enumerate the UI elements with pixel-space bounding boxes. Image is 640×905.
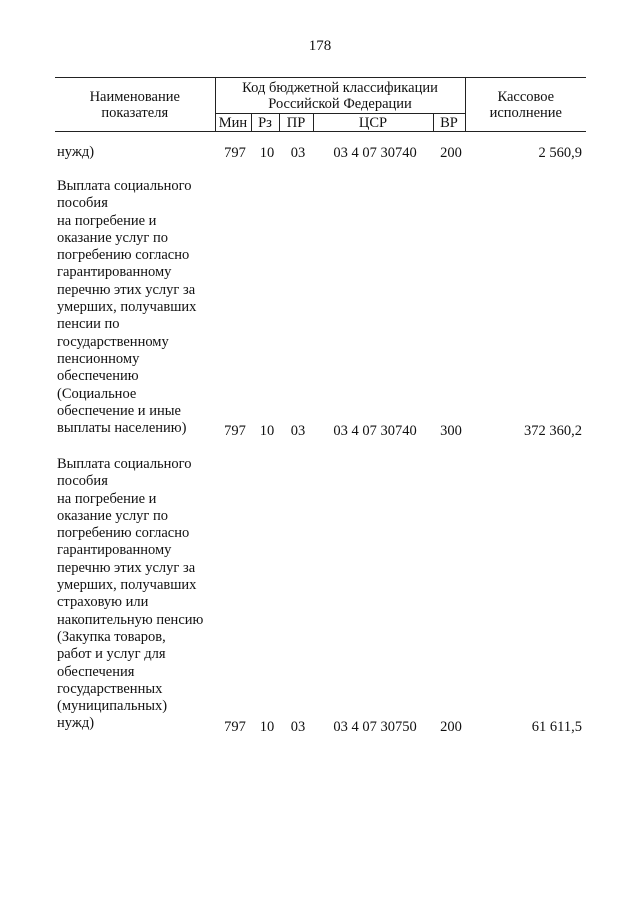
row-rz: 10 <box>259 422 275 439</box>
row-csr: 03 4 07 30740 <box>333 422 417 439</box>
row-vr: 300 <box>440 422 462 439</box>
header-rz: Рз <box>251 114 279 132</box>
row-pr: 03 <box>290 422 306 439</box>
header-min: Мин <box>215 114 251 132</box>
header-csr: ЦСР <box>313 114 433 132</box>
row-amount: 61 611,5 <box>531 718 582 735</box>
row-amount: 372 360,2 <box>524 422 582 439</box>
row-name: Выплата социального пособия на погребение и оказание услуг по погребению согласно гарантированному перечню этих услуг за умерших, получавших страховую или накопительную пенсию (Закупка товаров, работ и услуг для обеспечения государственных (муниципальных) нужд) <box>57 456 204 732</box>
row-name: Выплата социального пособия на погребение и оказание услуг по погребению согласно гарантированному перечню этих услуг за умерших, получавших пенсии по государственному пенсионному обеспечению (Социальное обеспечение и иные выплаты населению) <box>57 178 197 437</box>
row-vr: 200 <box>440 144 462 161</box>
table-row <box>57 456 586 736</box>
row-pr: 03 <box>290 718 306 735</box>
header-name-column: Наименование показателя <box>55 78 215 132</box>
row-pr: 03 <box>290 144 306 161</box>
table-header <box>55 77 586 132</box>
row-min: 797 <box>224 144 246 161</box>
table-row <box>57 178 586 440</box>
table-row <box>57 144 586 162</box>
row-vr: 200 <box>440 718 462 735</box>
row-name: нужд) <box>57 144 95 160</box>
row-rz: 10 <box>259 718 275 735</box>
row-rz: 10 <box>259 144 275 161</box>
row-min: 797 <box>224 422 246 439</box>
row-amount: 2 560,9 <box>538 144 582 161</box>
header-vr: ВР <box>433 114 465 132</box>
header-pr: ПР <box>279 114 313 132</box>
header-code-group: Код бюджетной классификации Российской Федерации <box>215 78 465 114</box>
row-min: 797 <box>224 718 246 735</box>
page-number: 178 <box>308 38 332 54</box>
row-csr: 03 4 07 30750 <box>333 718 417 735</box>
header-amount-column: Кассовое исполнение <box>465 78 586 132</box>
row-csr: 03 4 07 30740 <box>333 144 417 161</box>
